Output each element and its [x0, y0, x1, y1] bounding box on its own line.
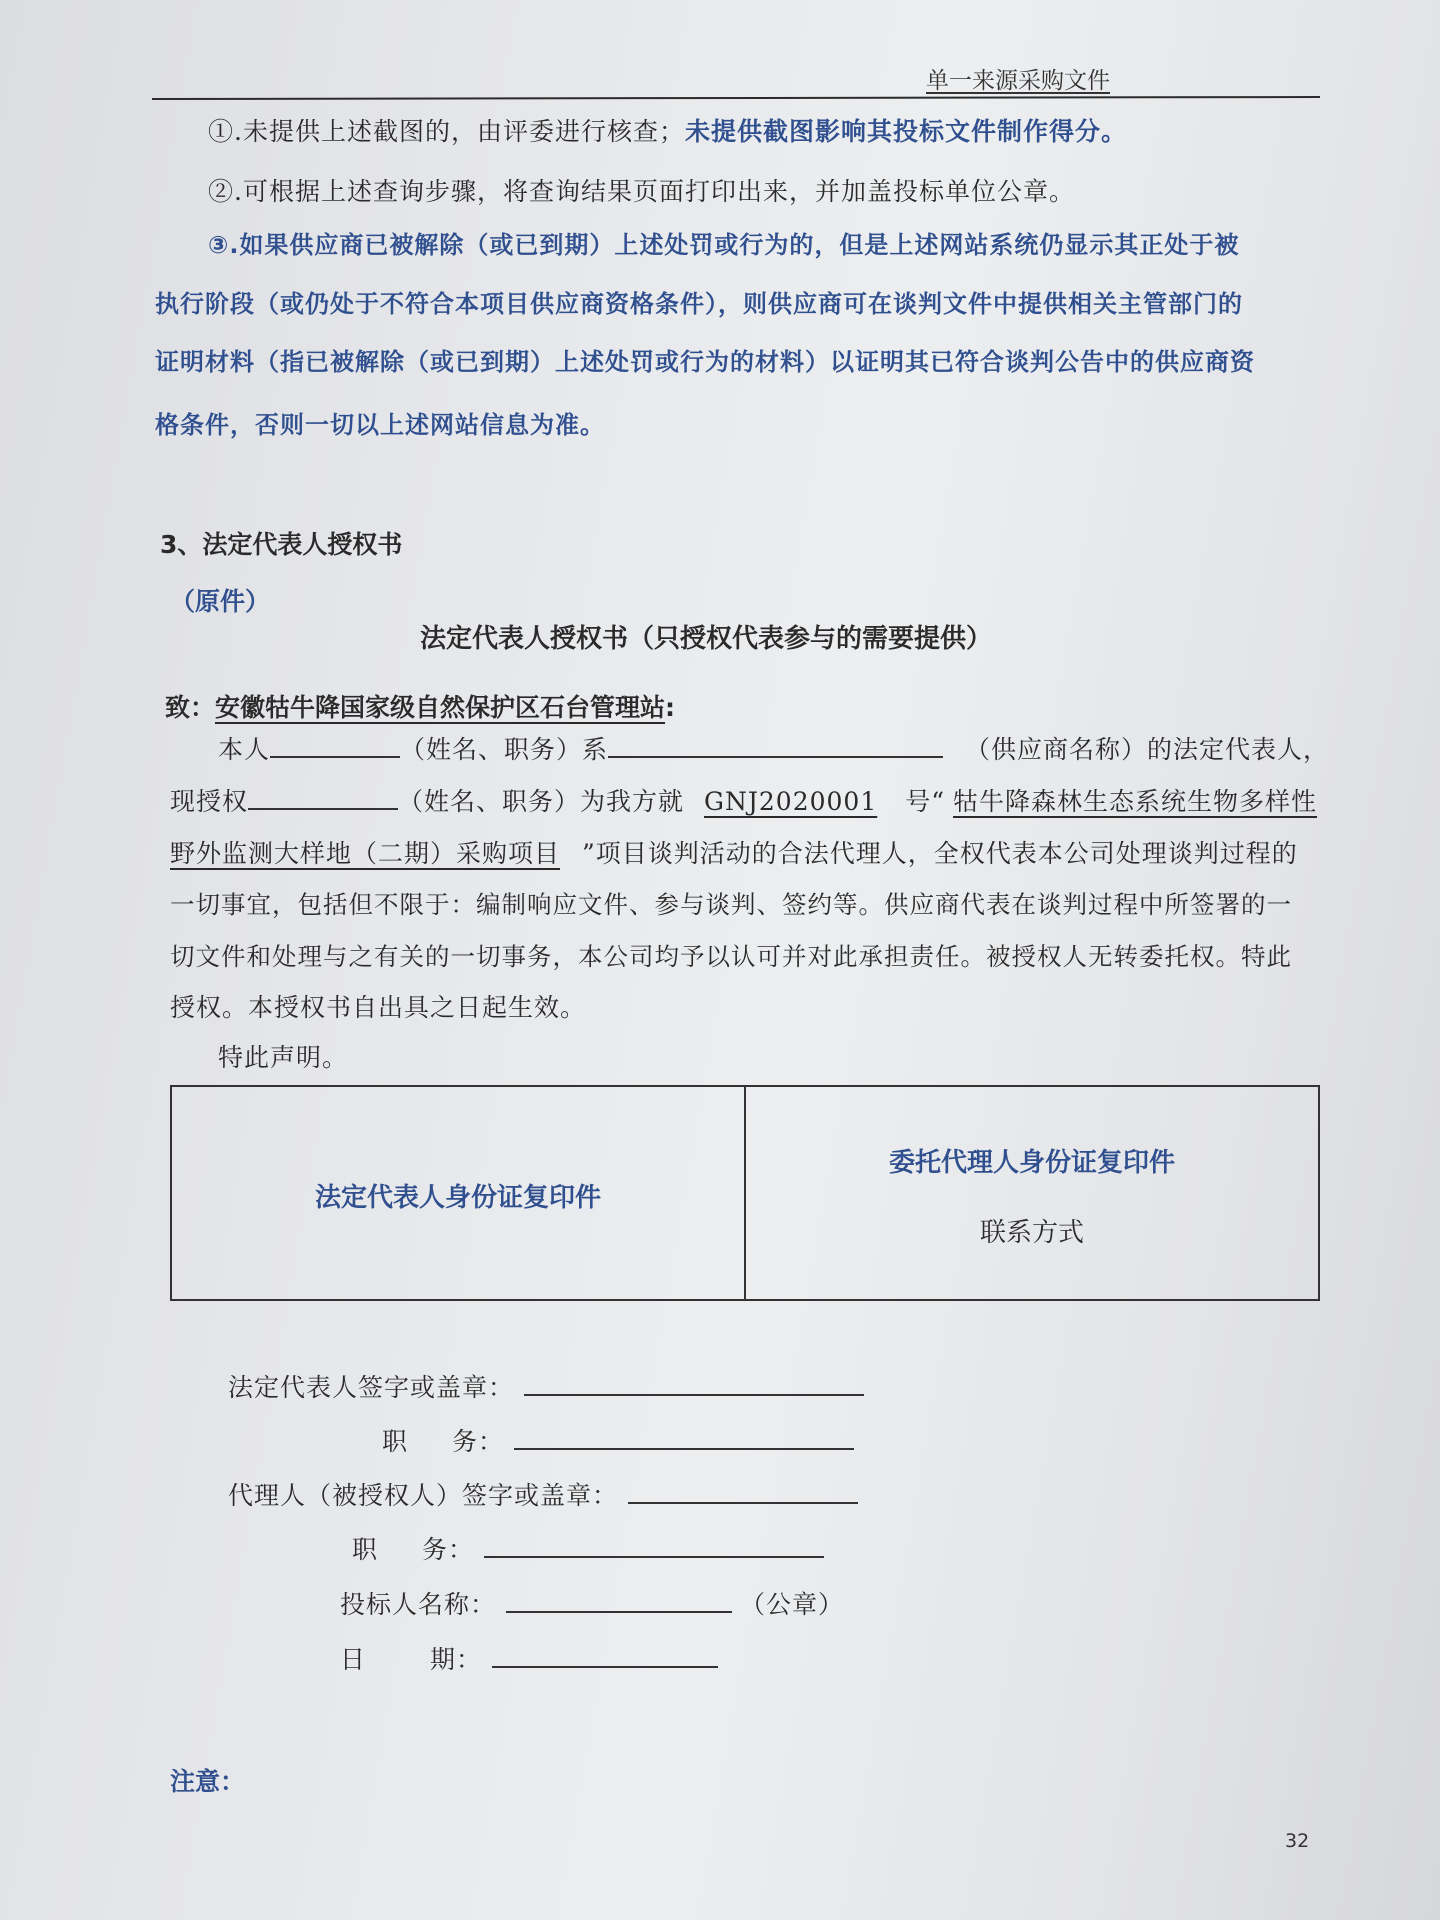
body-l1-b: （姓名、职务）系: [400, 735, 609, 764]
note-1-text: ①.未提供上述截图的，由评委进行核查；: [208, 117, 685, 146]
body-line-4: 一切事宜，包括但不限于：编制响应文件、参与谈判、签约等。供应商代表在谈判过程中所签署的一: [170, 890, 1292, 919]
date-label-a: 日: [340, 1645, 367, 1674]
body-line-6: 授权。本授权书自出具之日起生效。: [170, 993, 587, 1022]
note-3-line-3: 证明材料（指已被解除（或已到期）上述处罚或行为的材料）以证明其已符合谈判公告中的供应商资: [155, 348, 1255, 376]
position-label-1b: 务：: [452, 1427, 505, 1456]
note-label: 注意：: [170, 1767, 246, 1796]
legal-rep-signature-label: 法定代表人签字或盖章：: [228, 1373, 515, 1402]
date-row: [340, 1640, 718, 1676]
body-line-5: 切文件和处理与之有关的一切事务，本公司均予以认可并对此承担责任。被授权人无转委托权。特此: [170, 942, 1292, 971]
note-3-line-1: ③.如果供应商已被解除（或已到期）上述处罚或行为的，但是上述网站系统仍显示其正处于被: [208, 231, 1240, 259]
original-tag: （原件）: [170, 587, 271, 616]
header-title: 单一来源采购文件: [926, 68, 1110, 94]
agent-signature-row: [228, 1476, 858, 1512]
legal-rep-id-cell: [172, 1087, 746, 1299]
bidder-name-label: 投标人名称：: [340, 1590, 497, 1619]
addressee-name: 安徽牯牛降国家级自然保护区石台管理站: [215, 693, 666, 722]
header-divider: [152, 96, 1320, 100]
note-3-line-2: 执行阶段（或仍处于不符合本项目供应商资格条件），则供应商可在谈判文件中提供相关主管部门的: [155, 290, 1243, 318]
body-line-1: [218, 730, 1329, 766]
legal-rep-id-label: 法定代表人身份证复印件: [314, 1183, 601, 1213]
note-2: ②.可根据上述查询步骤，将查询结果页面打印出来，并加盖投标单位公章。: [208, 177, 1075, 206]
project-name-part-2: 野外监测大样地（二期）采购项目: [170, 839, 561, 868]
position-label-2b: 务：: [422, 1535, 475, 1564]
bidder-name-field[interactable]: [506, 1587, 732, 1613]
name-position-field-1[interactable]: [270, 732, 400, 758]
body-l2-c: 号“: [905, 787, 946, 816]
addressee-colon: :: [665, 693, 676, 722]
agent-signature-label: 代理人（被授权人）签字或盖章：: [228, 1481, 619, 1510]
legal-rep-position-row: [382, 1422, 854, 1458]
agent-id-label: 委托代理人身份证复印件: [888, 1148, 1175, 1178]
legal-rep-signature-row: [228, 1368, 864, 1404]
id-copy-table: [170, 1085, 1320, 1301]
addressee: [165, 688, 675, 724]
page-number: 32: [1285, 1830, 1310, 1852]
position-label-2a: 职: [352, 1535, 379, 1564]
agent-position-field[interactable]: [484, 1532, 824, 1558]
doc-title: 法定代表人授权书（只授权代表参与的需要提供）: [420, 624, 993, 654]
note-3-line-4: 格条件，否则一切以上述网站信息为准。: [155, 411, 605, 439]
agent-signature-field[interactable]: [628, 1478, 858, 1504]
body-line-2: [170, 782, 1317, 818]
body-l3-b: ”项目谈判活动的合法代理人，全权代表本公司处理谈判过程的: [582, 839, 1298, 868]
addressee-label: 致：: [165, 693, 216, 722]
date-label-b: 期：: [430, 1645, 483, 1674]
contact-info-label: 联系方式: [979, 1218, 1084, 1248]
project-number: GNJ2020001: [704, 787, 878, 816]
body-line-3: [170, 834, 1298, 870]
bidder-name-row: [340, 1585, 844, 1621]
position-label-1a: 职: [382, 1427, 409, 1456]
project-name-part-1: 牯牛降森林生态系统生物多样性: [953, 787, 1318, 816]
name-position-field-2[interactable]: [248, 784, 398, 810]
body-l1-a: 本人: [218, 735, 271, 764]
body-l1-c: （供应商名称）的法定代表人，: [965, 735, 1330, 764]
supplier-name-field[interactable]: [608, 732, 943, 758]
body-l2-a: 现授权: [170, 787, 249, 816]
seal-label: （公章）: [740, 1590, 845, 1619]
note-1: [208, 112, 1127, 148]
legal-rep-signature-field[interactable]: [524, 1370, 864, 1396]
agent-position-row: [352, 1530, 824, 1566]
note-1-emphasis: 未提供截图影响其投标文件制作得分。: [684, 117, 1127, 146]
body-l2-b: （姓名、职务）为我方就: [398, 787, 685, 816]
section-heading: 3、法定代表人授权书: [160, 530, 403, 559]
declaration: 特此声明。: [218, 1043, 349, 1072]
date-field[interactable]: [492, 1642, 718, 1668]
agent-id-cell: [746, 1087, 1318, 1299]
legal-rep-position-field[interactable]: [514, 1424, 854, 1450]
